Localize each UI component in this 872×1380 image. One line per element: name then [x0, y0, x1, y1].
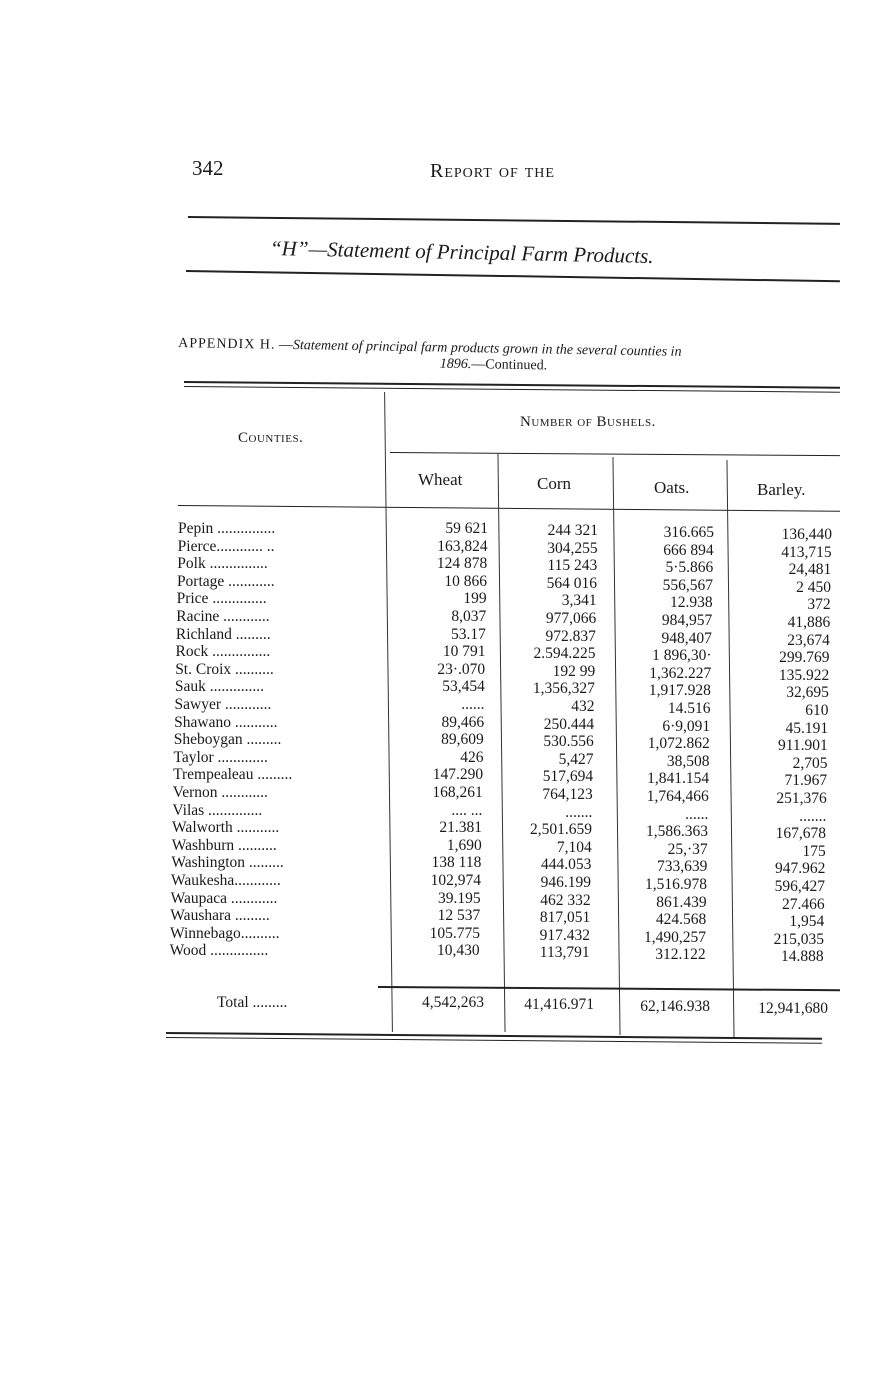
cell-wheat: 53,454 [442, 678, 485, 696]
table-row [0, 731, 872, 755]
cell-corn: 5,427 [558, 750, 594, 768]
cell-wheat: 10 791 [442, 643, 486, 661]
cell-oats: 25,·37 [667, 840, 708, 858]
total-oats: 62,146.938 [640, 998, 710, 1015]
column-header-oats: Oats. [654, 478, 690, 497]
cell-corn: 444.053 [540, 856, 592, 874]
column-header-corn: Corn [537, 474, 571, 493]
county-name: Sauk .............. [174, 678, 264, 696]
cell-oats: 666 894 [663, 541, 714, 559]
caption-label: APPENDIX H. [178, 336, 276, 353]
cell-oats: 1,764,466 [646, 788, 709, 805]
county-name: Polk ............... [177, 555, 268, 573]
cell-corn: 517,694 [542, 768, 594, 786]
cell-oats: ...... [685, 805, 709, 823]
total-row [0, 992, 872, 1017]
cell-corn: 764,123 [542, 786, 593, 803]
cell-corn: 7,104 [556, 838, 592, 856]
cell-wheat: 21.381 [439, 819, 483, 837]
cell-oats: 1,586.363 [646, 823, 709, 841]
cell-wheat: 199 [463, 590, 487, 608]
cell-oats: 1,362.227 [649, 664, 712, 682]
cell-wheat: 105.775 [429, 924, 480, 942]
table-row [0, 784, 872, 807]
table-row [0, 555, 872, 579]
page-title: “H”—Statement of Principal Farm Products. [269, 236, 654, 269]
cell-wheat: 89,609 [441, 731, 484, 749]
total-corn: 41,416.971 [524, 996, 594, 1013]
cell-corn: 3,341 [561, 592, 597, 610]
cell-wheat: 147.290 [432, 766, 484, 784]
cell-wheat: 168,261 [432, 784, 483, 801]
cell-corn: 530.556 [543, 733, 594, 751]
cell-barley: 27.466 [782, 895, 825, 913]
cell-oats: 984,957 [661, 612, 713, 629]
cell-barley: 23,674 [787, 631, 830, 649]
cell-oats: 861.439 [656, 893, 707, 911]
cell-wheat: 124 878 [436, 555, 488, 573]
county-name: Winnebago.......... [169, 924, 280, 942]
table-row [0, 889, 872, 913]
cell-wheat: 39.195 [438, 889, 481, 907]
table-row [0, 872, 872, 895]
cell-corn: 2,501.659 [530, 821, 593, 839]
cell-corn: 250.444 [543, 715, 595, 733]
county-name: Portage ............ [176, 572, 275, 590]
county-name: Waushara ......... [170, 907, 270, 925]
cell-oats: 1 896,30· [652, 647, 712, 665]
cell-oats: 1,917.928 [648, 682, 711, 700]
cell-corn: 564 016 [546, 574, 597, 592]
cell-oats: 5·5.866 [665, 559, 714, 577]
cell-barley: 135.922 [778, 666, 830, 684]
cell-barley: 2 450 [796, 578, 831, 596]
cell-barley: 2,705 [792, 754, 828, 772]
cell-oats: 733,639 [656, 858, 708, 876]
cell-wheat: 12 537 [437, 907, 481, 925]
header-bottom-rule [178, 505, 840, 512]
cell-oats: 316.665 [663, 524, 714, 541]
cell-oats: 948,407 [661, 629, 712, 647]
page-number: 342 [192, 156, 224, 180]
cell-wheat: 102,974 [430, 872, 481, 889]
appendix-caption: APPENDIX H. —Statement of principal farm products grown in the several counties in 1896.—Continued. [178, 336, 682, 374]
caption-continued: —Continued. [471, 357, 548, 374]
total-label: Total ......... [217, 994, 288, 1011]
table-row [0, 537, 872, 561]
cell-corn: 244 321 [547, 522, 598, 539]
table-row [0, 748, 872, 772]
cell-barley: 175 [802, 842, 826, 860]
cell-corn: 113,791 [539, 944, 590, 962]
cell-wheat: 138 118 [431, 854, 482, 872]
cell-corn: 817,051 [539, 909, 591, 927]
cell-barley: 71.967 [784, 772, 828, 790]
county-name: Taylor ............. [173, 748, 268, 766]
cell-oats: 424.568 [655, 911, 707, 929]
counties-header: Counties. [238, 430, 304, 446]
cell-corn: 977,066 [545, 610, 597, 627]
group-header-rule [390, 452, 840, 456]
cell-oats: 1,490,257 [643, 928, 706, 946]
caption-year: 1896. [439, 356, 472, 373]
cell-barley: 136,440 [781, 526, 832, 543]
cell-oats: 12.938 [669, 594, 713, 612]
cell-barley: 215,035 [773, 930, 824, 948]
cell-barley: 41,886 [787, 614, 831, 631]
table-row [0, 520, 872, 543]
county-name: Vilas .............. [172, 801, 263, 819]
cell-oats: 6·9,091 [662, 717, 711, 735]
cell-corn: 946.199 [540, 874, 591, 891]
title-bottom-rule [186, 270, 840, 282]
cell-wheat: 10,430 [436, 942, 480, 960]
county-name: Racine ............ [176, 608, 270, 625]
cell-corn: 432 [571, 698, 595, 715]
title-top-rule [188, 216, 840, 225]
cell-barley: 610 [805, 702, 829, 719]
running-head: Report of the [430, 160, 555, 182]
cell-wheat: 53.17 [451, 625, 486, 643]
cell-oats: 38,508 [666, 752, 710, 770]
cell-oats: 1,516.978 [645, 876, 707, 893]
cell-barley: 911.901 [777, 737, 828, 755]
cell-barley: 14.888 [780, 948, 824, 966]
cell-corn: 115 243 [547, 557, 598, 575]
cell-barley: 32,695 [786, 684, 829, 702]
table-row [0, 942, 872, 966]
cell-barley: 947.962 [774, 860, 826, 878]
cell-corn: 462 332 [540, 891, 591, 909]
table-row [0, 678, 872, 702]
cell-wheat: ...... [461, 696, 485, 713]
county-name: Waukesha............ [171, 872, 281, 889]
cell-barley: 45.191 [785, 719, 829, 737]
table-row [0, 696, 872, 719]
table-row [0, 713, 872, 737]
cell-wheat: .... ... [451, 801, 483, 819]
county-name: Pierce............ .. [177, 537, 275, 555]
cell-barley: 299.769 [779, 649, 830, 667]
county-name: Walworth ........... [172, 819, 280, 837]
cell-barley: 251,376 [776, 790, 827, 807]
cell-wheat: 59 621 [445, 520, 488, 537]
cell-barley: ....... [799, 807, 827, 825]
cell-wheat: 1,690 [446, 836, 482, 854]
cell-corn: 1,356,327 [532, 680, 595, 698]
column-header-barley: Barley. [757, 480, 806, 499]
table-row [0, 572, 872, 596]
county-name: Sheboygan ......... [173, 731, 282, 749]
county-name: Sawyer ............ [174, 696, 272, 713]
total-rule [378, 986, 840, 991]
county-name: Washburn .......... [171, 836, 277, 854]
total-barley: 12,941,680 [758, 1000, 828, 1017]
cell-wheat: 89,466 [441, 713, 485, 731]
cell-corn: 917.432 [539, 926, 590, 944]
column-header-wheat: Wheat [418, 470, 463, 489]
table-row [0, 660, 872, 684]
cell-oats: 1,072.862 [647, 735, 710, 753]
cell-corn: 304,255 [547, 539, 598, 557]
cell-oats: 1,841.154 [647, 770, 710, 788]
table-row [0, 801, 872, 825]
cell-barley: 1,954 [789, 913, 825, 931]
county-name: Wood ............... [169, 942, 269, 960]
table-row [0, 819, 872, 843]
county-name: Waupaca ............ [170, 889, 278, 907]
county-name: Pepin ............... [178, 520, 276, 537]
cell-wheat: 23·.070 [437, 660, 486, 678]
cell-oats: 312.122 [655, 946, 706, 964]
table-row [0, 643, 872, 667]
table-row [0, 854, 872, 878]
cell-corn: 972.837 [545, 627, 596, 645]
cell-wheat: 426 [460, 748, 484, 766]
bushels-group-header: Number of Bushels. [520, 414, 656, 430]
cell-wheat: 163,824 [437, 537, 488, 555]
cell-barley: 167,678 [775, 825, 827, 843]
cell-corn: 192 99 [552, 662, 596, 680]
cell-barley: 596,427 [774, 878, 825, 895]
cell-barley: 413,715 [781, 543, 832, 561]
county-name: Trempealeau ......... [173, 766, 293, 784]
table-row [0, 766, 872, 790]
table-row [0, 590, 872, 614]
cell-corn: 2.594.225 [533, 645, 596, 663]
county-name: Washington ......... [171, 854, 284, 872]
county-name: Price .............. [176, 590, 267, 608]
table-row [0, 608, 872, 631]
table-row [0, 924, 872, 948]
cell-corn: ....... [565, 803, 593, 821]
table-row [0, 836, 872, 860]
cell-wheat: 10 866 [444, 572, 487, 590]
caption-text: Statement of principal farm products grown in the several counties in [292, 338, 682, 360]
total-wheat: 4,542,263 [422, 994, 484, 1011]
table-row [0, 907, 872, 931]
county-name: Richland ......... [175, 625, 271, 643]
county-name: Rock ............... [175, 643, 271, 661]
cell-oats: 14.516 [667, 700, 711, 717]
table-row [0, 625, 872, 649]
cell-barley: 24,481 [788, 561, 832, 579]
cell-wheat: 8,037 [451, 608, 487, 625]
county-name: Vernon ............ [172, 784, 268, 801]
cell-oats: 556,567 [662, 576, 713, 594]
county-name: Shawano ........... [174, 713, 278, 731]
cell-barley: 372 [807, 596, 831, 614]
county-name: St. Croix .......... [175, 660, 274, 678]
